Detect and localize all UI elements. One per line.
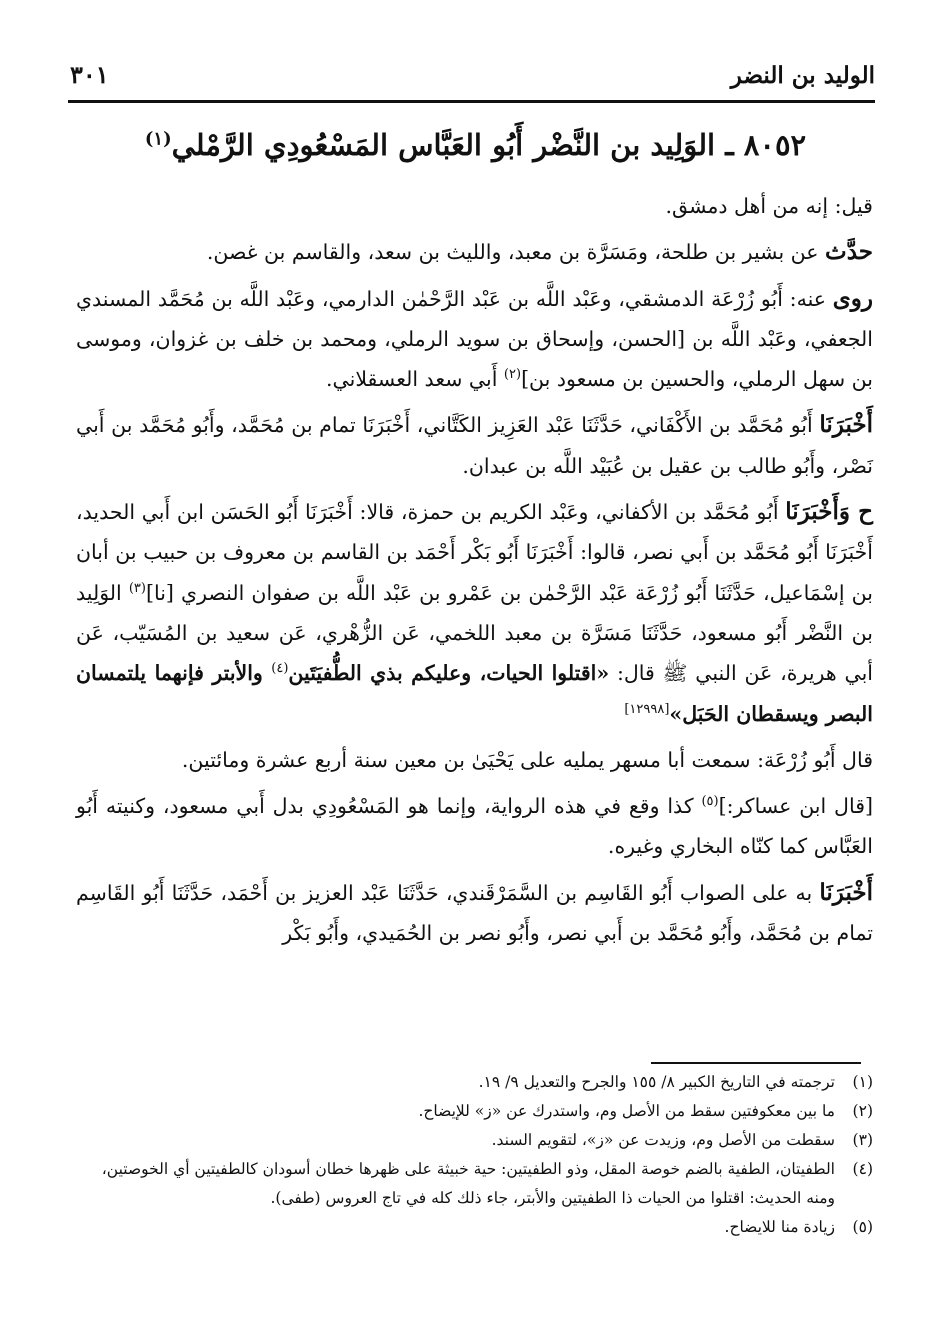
hadith-text: «اقتلوا الحيات، وعليكم بذي الطُّفيَتَين	[288, 661, 610, 686]
footnote-ref: (١)	[144, 128, 172, 150]
paragraph	[76, 279, 873, 400]
footnote	[76, 1097, 873, 1126]
lead-word: روى	[832, 284, 873, 312]
paragraph-text: الوَلِيد بن النَّضْر أَبُو مسعود، حَدَّثَنَا مَسَرَّة بن معبد اللخمي، عَن الزُّهْري، عَن سعيد بن المُسَيّب، عَن أبي هريرة، عَن النبي ﷺ قال:	[76, 580, 873, 686]
footnote-ref: (٢)	[503, 367, 522, 383]
footnote-ref: (٥)	[701, 794, 719, 810]
paragraph-text: قال أَبُو زُرْعَة: سمعت أبا مسهر يمليه على يَحْيَىٰ بن معين سنة أربع عشرة ومائتين.	[181, 747, 873, 772]
footnote-text: ما بين معكوفتين سقط من الأصل وم، واستدرك عن «ز» للإيضاح.	[418, 1102, 835, 1120]
footnote-text: زيادة منا للايضاح.	[724, 1218, 835, 1236]
paragraph	[76, 405, 873, 486]
page-header	[70, 56, 875, 96]
entry-body	[76, 186, 873, 959]
lead-word: ح وَأَخْبَرَنَا	[785, 498, 873, 526]
footnote	[76, 1068, 873, 1097]
paragraph	[76, 740, 873, 780]
paragraph-text: كذا وقع في هذه الرواية، وإنما هو المَسْعُودِي بدل أَبي مسعود، وكنيته أَبُو العَبَّاس كما كنّاه البخاري وغيره.	[76, 794, 873, 859]
paragraph-text: عن بشير بن طلحة، ومَسَرَّة بن معبد، والليث بن سعد، والقاسم بن غصن.	[206, 240, 826, 265]
paragraph-text: أَبي سعد العسقلاني.	[326, 367, 504, 392]
paragraph	[76, 492, 873, 734]
entry-title-text: ٨٠٥٢ ـ الوَلِيد بن النَّضْر أَبُو العَبَّاس المَسْعُودِي الرَّمْلي	[171, 128, 807, 162]
paragraph	[76, 873, 873, 954]
footnote	[76, 1213, 873, 1242]
footnote-text: سقطت من الأصل وم، وزيدت عن «ز»، لتقويم السند.	[491, 1131, 835, 1149]
hadith-number: [١٢٩٩٨]	[624, 701, 670, 717]
footnote-ref: (٤)	[271, 661, 289, 677]
paragraph-text: عنه: أَبُو زُرْعَة الدمشقي، وعَبْد اللَّه بن عَبْد الرَّحْمٰن الدارمي، وعَبْد اللَّه بن مُحَمَّد المسندي الجعفي، وعَبْد اللَّه بن [الحسن، وإسحاق بن سويد الرملي، ومحمد بن خلف بن غزوان، وموسى بن سهل الرملي، والحسين بن مسعود بن]	[76, 286, 873, 392]
running-title: الوليد بن النضر	[730, 62, 875, 89]
entry-title	[60, 128, 891, 162]
paragraph	[76, 232, 873, 272]
footnote-separator	[651, 1062, 861, 1064]
footnote-ref: (٣)	[128, 580, 146, 596]
page-number: ٣٠١	[70, 60, 109, 89]
hadith-text: والأبتر فإنهما يلتمسان البصر ويسقطان الحَبَل»	[76, 661, 873, 726]
footnote-number: (٤)	[852, 1160, 873, 1178]
lead-word: أَخْبَرَنَا	[819, 411, 873, 439]
paragraph-text: به على الصواب أَبُو القَاسِم بن السَّمَرْقَندي، حَدَّثَنَا عَبْد العزيز بن أَحْمَد، حَدَّثَنَا أَبُو القَاسِم تمام بن مُحَمَّد، وأَبُو مُحَمَّد بن أَبي نصر، وأَبُو نصر بن الحُمَيدي، وأَبُو بَكْر	[76, 880, 873, 946]
paragraph	[76, 186, 873, 226]
paragraph-text: قيل: إنه من أهل دمشق.	[665, 194, 873, 218]
footnote-number: (٣)	[852, 1131, 873, 1149]
paragraph-text: أَبُو مُحَمَّد بن الأَكْفَاني، حَدَّثَنَا عَبْد العَزِيز الكَتَّاني، أَخْبَرَنَا تمام بن مُحَمَّد، وأَبُو مُحَمَّد بن أَبي نَصْر، وأَبُو طالب بن عقيل بن عُبَيْد اللَّه بن عبدان.	[76, 413, 873, 478]
footnotes	[76, 1068, 873, 1242]
footnote-number: (١)	[852, 1073, 873, 1091]
footnote-number: (٢)	[852, 1102, 873, 1120]
footnote	[76, 1155, 873, 1213]
paragraph-text: أَبُو مُحَمَّد بن الأكفاني، وعَبْد الكريم بن حمزة، قالا: أَخْبَرَنَا أَبُو الحَسَن ابن أَبي الحديد، أَخْبَرَنَا أَبُو مُحَمَّد بن أَبي نصر، قالوا: أَخْبَرَنَا أَبُو بَكْر أَحْمَد بن القاسم بن معروف بن حبيب بن أبان بن إسْمَاعيل، حَدَّثَنَا أَبُو زُرْعَة عَبْد الرَّحْمٰن بن عَمْرو بن عَبْد اللَّه بن صفوان النصري [نا]	[76, 500, 873, 605]
lead-word: حدَّث	[825, 238, 873, 266]
footnote-text: ترجمته في التاريخ الكبير ٨/ ١٥٥ والجرح والتعديل ٩/ ١٩.	[478, 1073, 835, 1091]
footnote	[76, 1126, 873, 1155]
footnote-number: (٥)	[852, 1218, 873, 1236]
paragraph-text: [قال ابن عساكر:]	[718, 794, 873, 819]
lead-word: أَخْبَرَنَا	[819, 878, 873, 906]
footnote-text: الطفيتان، الطفية بالضم خوصة المقل، وذو الطفيتين: حية خبيثة على ظهرها خطان أسودان كالطفيتين أي الخوصتين، ومنه الحديث: اقتلوا من الحيات ذا الطفيتين والأبتر، جاء ذلك كله في تاج العروس (طفى).	[101, 1160, 835, 1207]
header-rule	[68, 100, 875, 103]
paragraph	[76, 786, 873, 867]
